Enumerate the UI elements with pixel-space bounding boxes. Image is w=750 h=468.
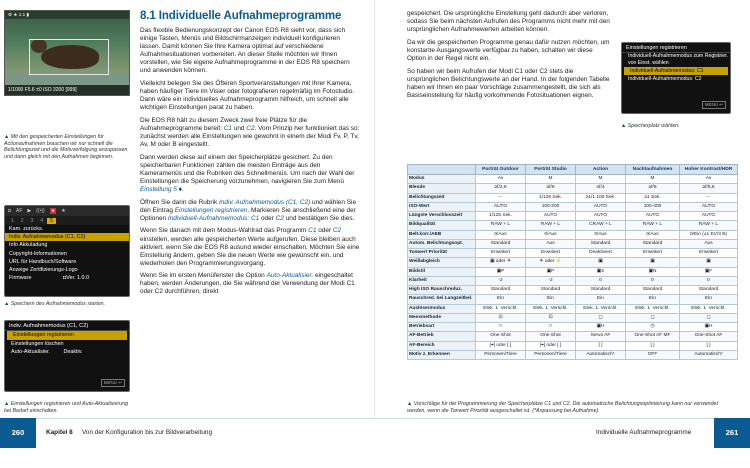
table-cell: Erweitert xyxy=(476,249,526,258)
table-cell: Ein xyxy=(476,295,526,304)
table-cell: 0 xyxy=(680,276,738,285)
table-cell: One-Shot AF MF xyxy=(626,332,680,341)
table-cell: Standard xyxy=(476,239,526,248)
term-setup-5: Einstellung 5 xyxy=(140,185,177,193)
table-row-label: Blende xyxy=(408,184,476,193)
table-cell: [ ] xyxy=(576,341,626,350)
caption-arrow-icon: ▲ xyxy=(4,301,10,307)
table-row xyxy=(408,276,738,285)
menu-page-numbers xyxy=(5,216,129,225)
table-cell: RAW + L xyxy=(626,221,680,230)
table-cell: One-Shot xyxy=(476,332,526,341)
table-row xyxy=(408,313,738,322)
table-cell: 100-200 xyxy=(526,202,576,211)
table-row xyxy=(408,212,738,221)
tab-wireless[interactable]: ((•)) xyxy=(36,208,45,214)
table-cell: Standard xyxy=(626,239,680,248)
auto-update-label: Auto-Aktualisier. xyxy=(11,349,50,356)
table-cell: ⊡ xyxy=(476,313,526,322)
table-cell: Servo AF xyxy=(576,332,626,341)
table-cell: Aus xyxy=(526,239,576,248)
table-row-label: Tonwert Priorität xyxy=(408,249,476,258)
menu-item-choose-slot[interactable]: Individuell-Aufnahmemodus zum Registrier. von Einst. wählen xyxy=(628,53,729,66)
table-cell: Personen/Tiere xyxy=(476,350,526,359)
table-header: Hoher Kontrast/HDR xyxy=(680,165,738,175)
photo-hud-top: ⚙ ★ 1:1 ▮ xyxy=(5,11,129,19)
menu-item-slot-c1[interactable]: Individuell-Aufnahmemodus: C1 xyxy=(624,67,728,75)
table-cell: Ein xyxy=(626,295,680,304)
table-cell: CRAW + L xyxy=(576,221,626,230)
caption-arrow-icon: ▲ xyxy=(4,134,10,140)
table-body xyxy=(408,175,738,360)
menu-item-clear[interactable]: Einstellungen löschen xyxy=(11,340,64,347)
table-cell: Elek. 1. Verschl. xyxy=(576,304,626,313)
table-cell: ≥1 Sek. xyxy=(626,193,680,202)
table-cell: Standard xyxy=(526,286,576,295)
table-row xyxy=(408,304,738,313)
table-row-label: Motiv z. Erkennen xyxy=(408,350,476,359)
table-cell: 0 xyxy=(626,276,680,285)
table-row-label: Bildstil xyxy=(408,267,476,276)
menu-page-3[interactable]: 3 xyxy=(30,217,34,224)
table-cell: 0/Aus xyxy=(476,230,526,239)
camera-menu-register xyxy=(621,42,731,114)
table-row xyxy=(408,202,738,211)
table-cell: Av xyxy=(680,175,738,184)
table-row-label: AF-Betrieb xyxy=(408,332,476,341)
table-cell: AUTO xyxy=(680,212,738,221)
table-cell: Automatisch* xyxy=(680,350,738,359)
camera-menu-custom-mode xyxy=(4,320,130,392)
table-cell: ☀ oder ⚡ xyxy=(526,258,576,267)
table-row xyxy=(408,249,738,258)
page-number-right: 261 xyxy=(714,418,750,448)
table-cell: Elek. 1. Verschl. xyxy=(680,304,738,313)
table-cell: 0/Ein (±1 EV/3 B) xyxy=(680,230,738,239)
table-row-label: Bildqualität xyxy=(408,221,476,230)
table-cell: Standard xyxy=(476,286,526,295)
table-cell: [⌖] oder [ ] xyxy=(476,341,526,350)
table-cell: ◻ xyxy=(626,313,680,322)
table-row xyxy=(408,258,738,267)
table-cell: ▣P xyxy=(526,267,576,276)
table-cell: 0/Aus xyxy=(526,230,576,239)
page-number-left: 260 xyxy=(0,418,36,448)
table-row-label: Auslösermodus xyxy=(408,304,476,313)
firmware-label: Firmware xyxy=(9,275,32,282)
wrench-icon: ♦ xyxy=(178,185,182,193)
table-cell: Elek. 1. Verschl. xyxy=(626,304,680,313)
table-cell: Standard xyxy=(680,286,738,295)
table-cell: Elek. 1. Verschl. xyxy=(526,304,576,313)
table-cell: 0 xyxy=(576,276,626,285)
table-row xyxy=(408,230,738,239)
table-row xyxy=(408,267,738,276)
table-cell: ▣F xyxy=(680,267,738,276)
menu-page-2[interactable]: 2 xyxy=(20,217,24,224)
table-cell: ≥f/8 xyxy=(626,184,680,193)
table-row-label: Weißabgleich xyxy=(408,258,476,267)
table-cell: ◷ xyxy=(626,323,680,332)
af-frame xyxy=(29,39,109,75)
table-row xyxy=(408,193,738,202)
table-cell: Av xyxy=(476,175,526,184)
caption-arrow-icon: ▲ xyxy=(621,123,627,129)
table-row-label: Belt.korr./AEB xyxy=(408,230,476,239)
menu-back-button[interactable]: MENU ↩ xyxy=(101,379,125,387)
table-cell: Standard xyxy=(576,286,626,295)
table-cell: ▣P xyxy=(476,267,526,276)
table-cell: RAW + L xyxy=(476,221,526,230)
table-cell: □ xyxy=(526,323,576,332)
table-header: Nachtaufnahmen xyxy=(626,165,680,175)
table-row xyxy=(408,323,738,332)
caption-register: ▲ Einstellungen registrieren und Auto-Aktualisierung bei Bedarf einschalten. xyxy=(4,401,129,414)
paragraph-5: Öffnen Sie darin die Rubrik Indiv. Aufnahmemodus (C1, C2) und wählen Sie den Eintrag Einstellungen registrieren. Markieren Sie anschließend eine der Optionen Individuell-Aufnahmemodus: C1 oder C2 und bestätigen Sie dies. xyxy=(140,198,357,222)
footer-right xyxy=(375,418,750,448)
paragraph-r3: So haben wir beim Aufrufen der Modi C1 oder C2 stets die ursprünglichen Belichtungswerte an der Hand. In der folgenden Tabelle haben wir Ihnen ein paar Vorschläge zusammengestellt, die sich als Basiseinstellung für häufig vorkommende Fotosituationen eignen. xyxy=(407,67,610,99)
caption-arrow-icon: ▲ xyxy=(407,401,413,407)
table-header: Porträt Outdoor xyxy=(476,165,526,175)
table-cell: [⌖] oder [ ] xyxy=(526,341,576,350)
term-c2: C2 xyxy=(246,124,255,132)
menu-item-cert-logo[interactable]: Anzeige Zertifizierungs-Logo xyxy=(9,266,78,273)
footer-chapter-title: Von der Konfiguration bis zur Bildverarbeitung xyxy=(82,429,213,436)
table-cell: Erweitert xyxy=(680,249,738,258)
section-title: 8.1 Individuelle Aufnahmeprogramme xyxy=(140,10,342,22)
footer-section-title: Individuelle Aufnahmeprogramme xyxy=(596,429,692,436)
menu-item-reset[interactable]: Kam. zurücks. xyxy=(9,226,44,232)
table-cell: RAW + L xyxy=(680,221,738,230)
table-cell: ▣ xyxy=(680,258,738,267)
table-cell: □ xyxy=(476,323,526,332)
table-cell: M xyxy=(626,175,680,184)
table-cell: AUTO xyxy=(526,212,576,221)
tab-mymenu[interactable]: ★ xyxy=(61,208,66,214)
table-cell: ▣ xyxy=(626,258,680,267)
menu-page-5[interactable]: 5 xyxy=(47,218,56,224)
menu-item-manual-url[interactable]: URL für Handbuch/Software xyxy=(9,258,77,265)
table-cell: One-Shot AF xyxy=(680,332,738,341)
table-row-label: High ISO Rauschreduz. xyxy=(408,286,476,295)
table-header-row xyxy=(408,165,738,175)
table-cell: Aus xyxy=(680,239,738,248)
table-header: Porträt Studio xyxy=(526,165,576,175)
table-row-label: Längste Verschlusszeit xyxy=(408,212,476,221)
table-row xyxy=(408,184,738,193)
table-cell: – xyxy=(680,193,738,202)
table-cell: Elek. 1. Verschl. xyxy=(476,304,526,313)
table-cell: ≥f/4 xyxy=(576,184,626,193)
table-cell: Ein xyxy=(680,295,738,304)
page-gutter xyxy=(374,0,375,448)
table-cell: -2 xyxy=(526,276,576,285)
photo-hud: 1/1000 F5.6 ±0 ISO 3200 [999] xyxy=(5,85,129,95)
table-cell: 0/Aus xyxy=(576,230,626,239)
table-row xyxy=(408,286,738,295)
menu-page-1[interactable]: 1 xyxy=(11,217,14,224)
table-cell: Automatisch* xyxy=(576,350,626,359)
table-row-label: Autom. Belichtungsopt. xyxy=(408,239,476,248)
table-cell: ≥f/5,6 xyxy=(680,184,738,193)
table-cell: ▣N xyxy=(626,267,680,276)
table-cell: ≥f/2,8 xyxy=(476,184,526,193)
table-row-label: Betriebsart xyxy=(408,323,476,332)
table-row xyxy=(408,239,738,248)
paragraph-r2: Da wir die gespeicherten Programme genau dafür nutzen möchten, um konstante Ausgangswerte verfügbar zu haben, schalten wir diese Option in der Regel nicht ein. xyxy=(407,38,610,62)
table-cell: ▣S xyxy=(576,267,626,276)
menu-item-slot-c2[interactable]: Individuell-Aufnahmemodus: C2 xyxy=(628,76,702,82)
table-cell: M xyxy=(576,175,626,184)
menu-item-auto-update[interactable] xyxy=(5,348,129,357)
table-cell: Personen/Tiere xyxy=(526,350,576,359)
menu-page-4[interactable]: 4 xyxy=(40,217,44,224)
table-cell: Erweitert xyxy=(626,249,680,258)
table-cell: 100-400 xyxy=(626,202,680,211)
table-row-label: Klarheit xyxy=(408,276,476,285)
menu-tabs xyxy=(5,206,129,216)
table-cell: ≥1/1.100 Sek. xyxy=(576,193,626,202)
menu-item-register[interactable]: Einstellungen registrieren xyxy=(7,331,127,340)
paragraph-3: Die EOS R8 hält zu diesem Zweck zwei freie Plätze für die Aufnahmeprogramme bereit: C1 und C2. Vom Prinzip her funktioniert das so: zunächst werden alle Einstellungen wie gewohnt in einem der Modi Fv, P, Tv, Av, M oder B eingestellt. xyxy=(140,116,360,148)
menu-item-firmware[interactable] xyxy=(5,274,129,282)
menu-item-battery-info[interactable]: Info Akkuladung xyxy=(9,242,48,249)
table-row xyxy=(408,341,738,350)
table-cell: 1/125 Sek. xyxy=(476,212,526,221)
table-cell: Erweitert xyxy=(526,249,576,258)
settings-table-wrap xyxy=(407,164,737,360)
table-cell: ▣H xyxy=(576,323,626,332)
left-main-text xyxy=(140,10,362,301)
table-cell: ▣ xyxy=(576,258,626,267)
table-cell: 1/125 Sek. xyxy=(526,193,576,202)
tab-playback[interactable]: ▶ xyxy=(27,208,32,214)
table-header xyxy=(408,165,476,175)
table-cell: OFF xyxy=(626,350,680,359)
table-cell: RAW + L xyxy=(526,221,576,230)
tab-shooting[interactable]: ◘ xyxy=(8,208,12,214)
table-row xyxy=(408,350,738,359)
paragraph-1: Das flexible Bedienungskonzept der Canon EOS R8 sieht vor, dass sich einige Tasten, Menüs und Bildschirmanzeigen individuell konfigurieren lassen. Damit können Sie Ihre Kamera optimal auf verschiedene Aufnahmesituationen vorbereiten. An dieser Stelle möchten wir Ihnen vorstellen, wie Sie eigene Aufnahmeprogramme in der EOS R8 speichern und anwenden können. xyxy=(140,27,350,75)
menu-head: Einstellungen registrieren xyxy=(622,43,730,53)
menu-back-button[interactable]: MENU ↩ xyxy=(702,101,726,109)
table-cell: AUTO xyxy=(626,212,680,221)
paragraph-6: Wenn Sie danach mit dem Modus-Wahlrad das Programm C1 oder C2 einstellen, werden alle gespeicherten Werte aufgerufen. Diese bleiben auch aktiviert, wenn Sie die EOS R8 ausund wieder einschalten. Möchten Sie eine Einstellung ändern, geben Sie die neuen Werte wie gewünscht ein, und wiederholen den Programmierungsvorgang. xyxy=(140,227,360,267)
table-cell: [ ] xyxy=(626,341,680,350)
menu-item-copyright[interactable]: Copyright-Informationen xyxy=(9,250,67,257)
auto-update-value: Deaktiv. xyxy=(63,349,83,356)
caption-slot: ▲ Speicherplatz wählen. xyxy=(621,123,680,129)
table-cell: – xyxy=(476,193,526,202)
paragraph-7: Wenn Sie im ersten Menüfenster die Option Auto-Aktualisier. eingeschaltet haben, werden Änderungen, die Sie während der Verwendung der Modi C1 oder C2 durchführen, direkt xyxy=(140,272,355,296)
table-cell: AUTO xyxy=(680,202,738,211)
table-caption: ▲ Vorschläge für die Programmierung der Speicherplätze C1 und C2. Die automatische Belichtungsoptimierung kann nur verwendet werden, wenn die Tonwert Priorität ausgeschaltet ist. (*Anpassung bei Aufnahme) xyxy=(407,401,718,414)
caption-arrow-icon: ▲ xyxy=(4,401,10,407)
paragraph-4: Dann werden diese auf einem der Speicherplätze gesichert. Zu den speicherbaren Funktionen zählen die meisten Einträge aus den Kameramenüs und die Rubriken des Schnellmenüs. Um nach der Wahl der Einstellungen die Speicherung vorzunehmen, navigieren Sie zum Menü Einstellung 5 ♦. xyxy=(140,153,355,193)
table-row-label: AF-Bereich xyxy=(408,341,476,350)
footer-chapter: Kapitel 8 xyxy=(46,429,73,436)
table-cell: Standard xyxy=(626,286,680,295)
camera-live-view-photo xyxy=(4,10,130,96)
table-cell: Standard xyxy=(576,239,626,248)
term-c1: C1 xyxy=(223,124,232,132)
table-cell: AUTO xyxy=(576,212,626,221)
table-cell: ◻ xyxy=(576,313,626,322)
table-cell: -2 xyxy=(476,276,526,285)
table-cell: AUTO xyxy=(576,202,626,211)
paragraph-2: Vielleicht belegen Sie des Öfteren Sportveranstaltungen mit Ihrer Kamera, haben häufiger Tiere im Visier oder fotografieren regelmäßig im Fotostudio. Dann wäre ein individuelles Aufnahmeprogramm hilfreich, um schnell alle wichtigen Einstellungen parat zu haben. xyxy=(140,79,355,112)
table-cell: ◻ xyxy=(680,313,738,322)
table-cell: AUTO xyxy=(476,202,526,211)
table-row xyxy=(408,332,738,341)
table-cell: Ein xyxy=(526,295,576,304)
table-row-label: Belichtungszeit xyxy=(408,193,476,202)
table-cell: [ ] xyxy=(680,341,738,350)
firmware-version: ◘Ver. 1.0.0 xyxy=(62,275,90,282)
table-cell: Deaktiviert xyxy=(576,249,626,258)
camera-menu-settings-5 xyxy=(4,205,130,297)
table-cell: ⊡ xyxy=(526,313,576,322)
table-cell: ▣H xyxy=(680,323,738,332)
table-cell: ▣ oder ☀ xyxy=(476,258,526,267)
caption-photo: ▲ Mit den gespeicherten Einstellungen für Actionaufnahmen brauchen wir nur schnell die Belichtungszeit und die Motivverfolgung anzupassen und dann gleich mit den Aufnahmen beginnen. xyxy=(4,134,128,160)
table-cell: ≥f/8 xyxy=(526,184,576,193)
table-row-label: Messmethode xyxy=(408,313,476,322)
settings-table xyxy=(407,164,738,360)
caption-menu-start: ▲ Speichern des Aufnahmemodus starten. xyxy=(4,301,106,307)
table-cell: 0/Aus xyxy=(626,230,680,239)
table-row-label: Rauschred. bei Langzeitbel. xyxy=(408,295,476,304)
table-cell: M xyxy=(526,175,576,184)
table-row-label: Modus xyxy=(408,175,476,184)
table-cell: One-Shot xyxy=(526,332,576,341)
menu-item-custom-mode[interactable]: Indiv. Aufnahmemodus (C1, C2) xyxy=(5,233,129,241)
table-header: Action xyxy=(576,165,626,175)
table-row xyxy=(408,295,738,304)
right-main-text xyxy=(407,10,613,105)
paragraph-r1: gespeichert. Die ursprüngliche Einstellung geht dadurch aber verloren, sodass Sie beim nächsten Aufrufen des Programms nicht mehr mit den ursprünglichen Aufnahmewerten arbeiten können. xyxy=(407,10,610,34)
table-cell: Ein xyxy=(576,295,626,304)
menu-head: Indiv. Aufnahmemodus (C1, C2) xyxy=(5,321,129,331)
table-row xyxy=(408,175,738,184)
tab-setup[interactable]: ♦ xyxy=(51,208,55,214)
table-row-label: ISO-Wert xyxy=(408,202,476,211)
table-row xyxy=(408,221,738,230)
tab-af[interactable]: AF xyxy=(16,208,23,214)
